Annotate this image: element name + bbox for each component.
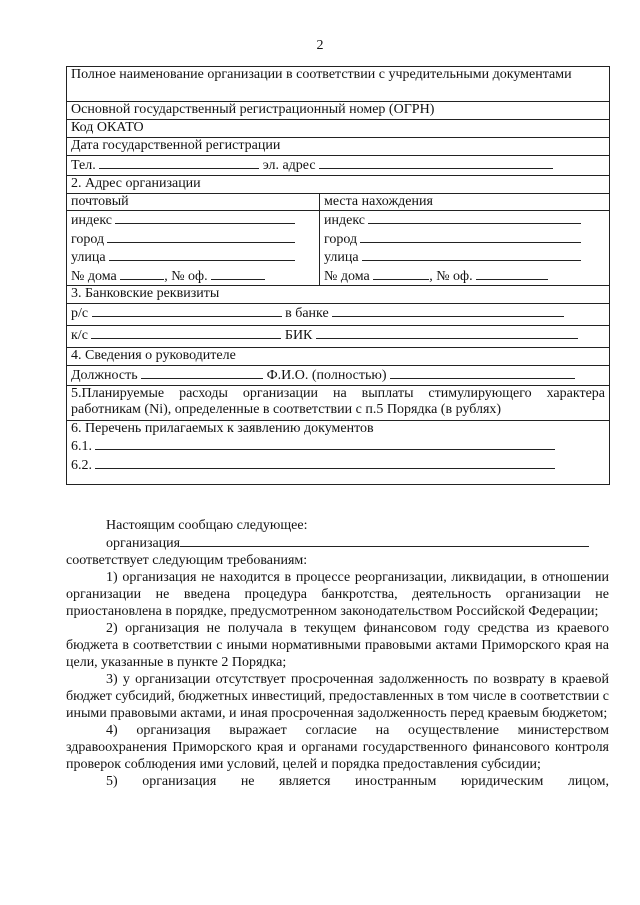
postal-city-field[interactable] <box>107 230 295 243</box>
postal-street-field[interactable] <box>109 248 295 261</box>
corr-account-row <box>67 326 610 348</box>
requirement-5-word: иностранным <box>355 774 437 789</box>
requirement-5-word: не <box>240 774 255 789</box>
requirement-3: 3) у организации отсутствует просроченная задолженность по возврату в краевой бюджет субсидий, бюджетных инвестиций, предоставленных в том числе в соответствии с иными правовыми актами, и иная просроченная задолженность перед краевым бюджетом; <box>66 672 609 721</box>
location-street-field[interactable] <box>362 248 581 261</box>
head-section-title: 4. Сведения о руководителе <box>67 348 610 366</box>
postal-index-field[interactable] <box>115 211 295 224</box>
org-full-name-label: Полное наименование организации в соответствии с учредительными документами <box>67 67 610 102</box>
document-2-label: 6.2. <box>71 457 92 473</box>
document-2-field[interactable] <box>95 456 555 469</box>
bank-section-title: 3. Банковские реквизиты <box>67 286 610 304</box>
bik-field[interactable] <box>316 326 578 339</box>
organization-name-field[interactable] <box>180 534 589 547</box>
registration-date-label: Дата государственной регистрации <box>67 138 610 156</box>
bik-label: БИК <box>284 328 313 343</box>
corr-account-field[interactable] <box>91 326 281 339</box>
location-office-label: , № оф. <box>429 268 473 284</box>
bank-name-field[interactable] <box>332 304 564 317</box>
postal-house-field[interactable] <box>120 267 164 280</box>
position-field[interactable] <box>141 366 263 379</box>
requirement-4: 4) организация выражает согласие на осуществление министерством здравоохранения Приморского края и органами государственного финансового контроля проверок соблюдения ими условий, целей и порядка предоставления субсидии; <box>66 723 609 772</box>
phone-field[interactable] <box>99 156 259 169</box>
account-row <box>67 304 610 326</box>
postal-office-label: , № оф. <box>164 268 208 284</box>
document-1-field[interactable] <box>95 437 555 450</box>
documents-section-title: 6. Перечень прилагаемых к заявлению документов <box>71 420 374 436</box>
conforms-line: соответствует следующим требованиям: <box>66 553 308 568</box>
page-number: 2 <box>316 38 324 53</box>
requirement-2: 2) организация не получала в текущем финансовом году средства из краевого бюджета в соответствии с иными нормативными правовыми актами Приморского края на цели, указанные в пункте 2 Порядка; <box>66 621 609 670</box>
head-row <box>67 366 610 386</box>
location-street-label: улица <box>324 250 359 265</box>
location-address-header: места нахождения <box>320 194 609 212</box>
fio-field[interactable] <box>390 366 575 379</box>
postal-city-label: город <box>71 231 105 247</box>
corr-account-label: к/с <box>71 328 88 343</box>
expenses-section: 5.Планируемые расходы организации на выплаты стимулирующего характера работникам (Ni), определенные в соответствии с п.5 Порядка (в рублях) <box>67 385 610 420</box>
postal-street-label: улица <box>71 250 106 265</box>
position-label: Должность <box>71 368 138 383</box>
location-house-field[interactable] <box>373 267 429 280</box>
application-form-table <box>66 66 610 485</box>
phone-label: Тел. <box>71 158 96 173</box>
settlement-account-field[interactable] <box>92 304 282 317</box>
document-1-label: 6.1. <box>71 439 92 454</box>
location-office-field[interactable] <box>476 267 548 280</box>
requirement-5-word: 5) <box>106 774 118 789</box>
fio-label: Ф.И.О. (полностью) <box>266 368 387 383</box>
requirement-5-word: лицом, <box>567 774 609 789</box>
requirement-5-word: является <box>279 774 331 789</box>
requirement-1: 1) организация не находится в процессе реорганизации, ликвидации, в отношении организации не введена процедура банкротства, деятельность организации не приостановлена в порядке, предусмотренном законодательством Российской Федерации; <box>66 570 609 619</box>
email-label: эл. адрес <box>262 158 316 173</box>
declaration-text <box>66 517 609 790</box>
intro-line: Настоящим сообщаю следующее: <box>106 518 308 533</box>
requirement-5 <box>66 773 609 790</box>
postal-address-cell <box>67 193 320 286</box>
location-house-label: № дома <box>324 268 370 284</box>
ogrn-label: Основной государственный регистрационный номер (ОГРН) <box>67 102 610 120</box>
contact-row <box>67 156 610 176</box>
location-address-cell <box>320 193 610 286</box>
settlement-account-label: р/с <box>71 306 89 321</box>
email-field[interactable] <box>319 156 553 169</box>
location-city-field[interactable] <box>360 230 581 243</box>
organization-label: организация <box>106 536 181 551</box>
requirement-5-word: юридическим <box>460 774 544 789</box>
location-city-label: город <box>324 231 358 247</box>
postal-office-field[interactable] <box>211 267 265 280</box>
postal-index-label: индекс <box>71 213 112 228</box>
requirement-5-word: организация <box>142 774 217 789</box>
bank-name-label: в банке <box>285 306 329 321</box>
postal-address-header: почтовый <box>67 194 319 212</box>
okato-label: Код ОКАТО <box>67 120 610 138</box>
location-index-field[interactable] <box>368 211 581 224</box>
postal-house-label: № дома <box>71 268 117 284</box>
documents-section <box>67 420 610 484</box>
location-index-label: индекс <box>324 213 365 228</box>
address-section-title: 2. Адрес организации <box>67 175 610 193</box>
